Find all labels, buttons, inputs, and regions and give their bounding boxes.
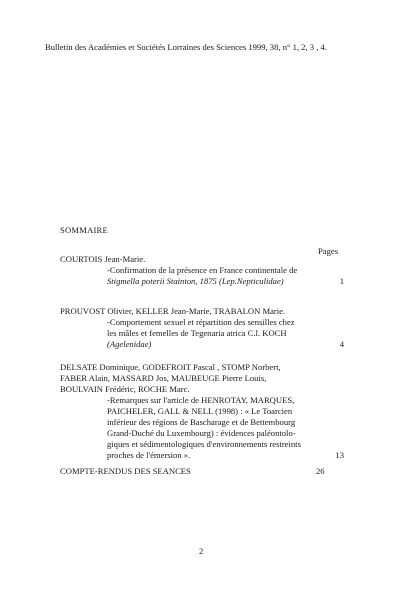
toc-entry: [60, 362, 344, 461]
journal-header: Bulletin des Académies et Sociétés Lorraines des Sciences 1999, 38, n° 1, 2, 3 , 4.: [45, 42, 327, 52]
entry-title-line: Stigmella poterii Stainton, 1875 (Lep.Nepticulidae): [107, 276, 284, 286]
entry-title-line: proches de l'émersion ».: [107, 450, 191, 460]
entry-title: [60, 395, 344, 461]
page-number: 2: [199, 546, 204, 556]
entry-title-line: les mâles et femelles de Tegenaria atrica C.l. KOCH: [107, 328, 287, 338]
entry-authors: COURTOIS Jean-Marie.: [60, 254, 146, 264]
entry-page-number: 4: [339, 339, 344, 349]
entry-title: [60, 317, 344, 350]
entry-title-line: inférieur des régions de Bascharage et de Bettembourg: [107, 417, 296, 427]
entry-title: [60, 265, 344, 287]
toc-entry: [60, 254, 344, 287]
compte-rendus-heading: COMPTE-RENDUS DES SEANCES: [60, 466, 191, 476]
entry-page-number: 1: [339, 276, 344, 286]
entry-title-line: -Confirmation de la présence en France continentale de: [107, 265, 298, 275]
pages-column-label: Pages: [318, 246, 339, 256]
entry-page-number: 13: [335, 450, 344, 460]
entry-title-line: Grand-Duché du Luxembourg) : évidences paléontolo-: [107, 428, 296, 438]
entry-authors: BOULVAIN Frédéric, ROCHE Marc.: [60, 384, 190, 394]
compte-rendus-page-number: 26: [316, 466, 325, 476]
entry-authors: PROUVOST Olivier, KELLER Jean-Marie, TRABALON Marie.: [60, 306, 286, 316]
toc-entry: [60, 306, 344, 350]
entry-title-line: giques et sédimentologiques d'environnements restreints: [107, 439, 301, 449]
entry-title-line: (Agelenidae): [107, 339, 152, 349]
sommaire-heading: SOMMAIRE: [60, 225, 108, 235]
entry-title-line: PAICHELER, GALL & NELL (1998) : « Le Toarcien: [107, 406, 293, 416]
entry-title-line: -Comportement sexuel et répartition des sensilles chez: [107, 317, 295, 327]
entry-title-line: -Remarques sur l'article de HENROTAY, MARQUES,: [107, 395, 295, 405]
entry-authors: DELSATE Dominique, GODEFROIT Pascal , STOMP Norbert,: [60, 362, 281, 372]
entry-authors: FABER Alain, MASSARD Jos, MAUBEUGE Pierre Louis,: [60, 373, 267, 383]
